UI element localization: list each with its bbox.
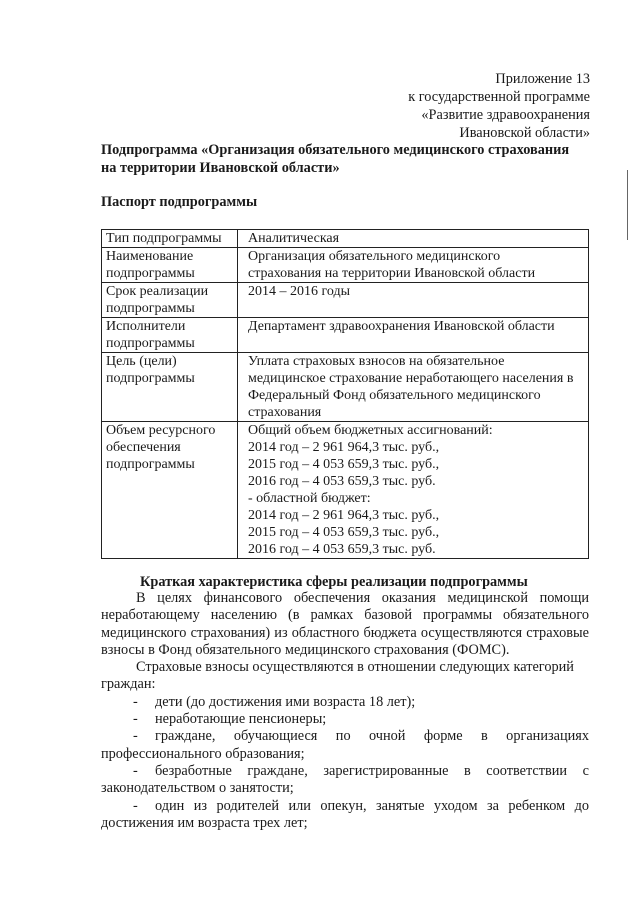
table-row [102, 318, 589, 353]
summary-body [101, 590, 589, 832]
list-item: - неработающие пенсионеры; [133, 711, 327, 728]
table-row [102, 248, 589, 283]
subprogram-title [101, 141, 601, 177]
title-line: на территории Ивановской области» [101, 160, 340, 176]
row-label: Наименование подпрограммы [102, 248, 238, 283]
passport-heading: Паспорт подпрограммы [101, 194, 258, 210]
row-value: Организация обязательного медицинского страхования на территории Ивановской области [238, 248, 589, 283]
row-label: Объем ресурсного обеспечения подпрограммы [102, 422, 238, 559]
appendix-header [408, 70, 590, 142]
list-item: - один из родителей или опекун, занятые уходом за ребенком до достижения им возраста трех лет; [101, 797, 589, 831]
title-line: Подпрограмма «Организация обязательного медицинского страхования [101, 142, 570, 158]
appendix-ref-line: Ивановской области» [459, 125, 590, 141]
appendix-ref-line: к государственной программе [408, 89, 590, 105]
list-item: - граждане, обучающиеся по очной форме в организациях профессионального образования; [101, 728, 589, 762]
paragraph: В целях финансового обеспечения оказания медицинской помощи неработающему населению (в рамках базовой программы обязательного медицинского страхования) из областного бюджета осуществляются страховые взносы в Фонд обязательного медицинского страхования (ФОМС). [101, 590, 589, 658]
row-label: Исполнители подпрограммы [102, 318, 238, 353]
paragraph: Страховые взносы осуществляются в отношении следующих категорий граждан: [101, 659, 574, 693]
row-label: Срок реализации подпрограммы [102, 283, 238, 318]
row-label: Тип подпрограммы [102, 230, 238, 248]
scan-edge-mark [627, 170, 628, 240]
appendix-ref-line: «Развитие здравоохранения [421, 107, 590, 123]
appendix-number: Приложение 13 [495, 71, 590, 87]
row-value: Аналитическая [238, 230, 589, 248]
table-row [102, 422, 589, 559]
list-item: - безработные граждане, зарегистрированные в соответствии с законодательством о занятости; [101, 762, 589, 797]
table-row [102, 230, 589, 248]
passport-table [101, 229, 589, 559]
list-item: - дети (до достижения ими возраста 18 лет); [133, 693, 416, 710]
summary-heading: Краткая характеристика сферы реализации подпрограммы [140, 574, 528, 590]
table-row [102, 283, 589, 318]
row-value: Общий объем бюджетных ассигнований: 2014 год – 2 961 964,3 тыс. руб., 2015 год – 4 053 659,3 тыс. руб., 2016 год – 4 053 659,3 тыс. руб. - областной бюджет: 2014 год – 2 961 964,3 тыс. руб., 2015 год – 4 053 659,3 тыс. руб., 2016 год – 4 053 659,3 тыс. руб. [238, 422, 589, 559]
row-value: Департамент здравоохранения Ивановской области [238, 318, 589, 353]
table-row [102, 353, 589, 422]
row-value: Уплата страховых взносов на обязательное медицинское страхование неработающего населения в Федеральный Фонд обязательного медицинского страхования [238, 353, 589, 422]
row-label: Цель (цели) подпрограммы [102, 353, 238, 422]
row-value: 2014 – 2016 годы [238, 283, 589, 318]
